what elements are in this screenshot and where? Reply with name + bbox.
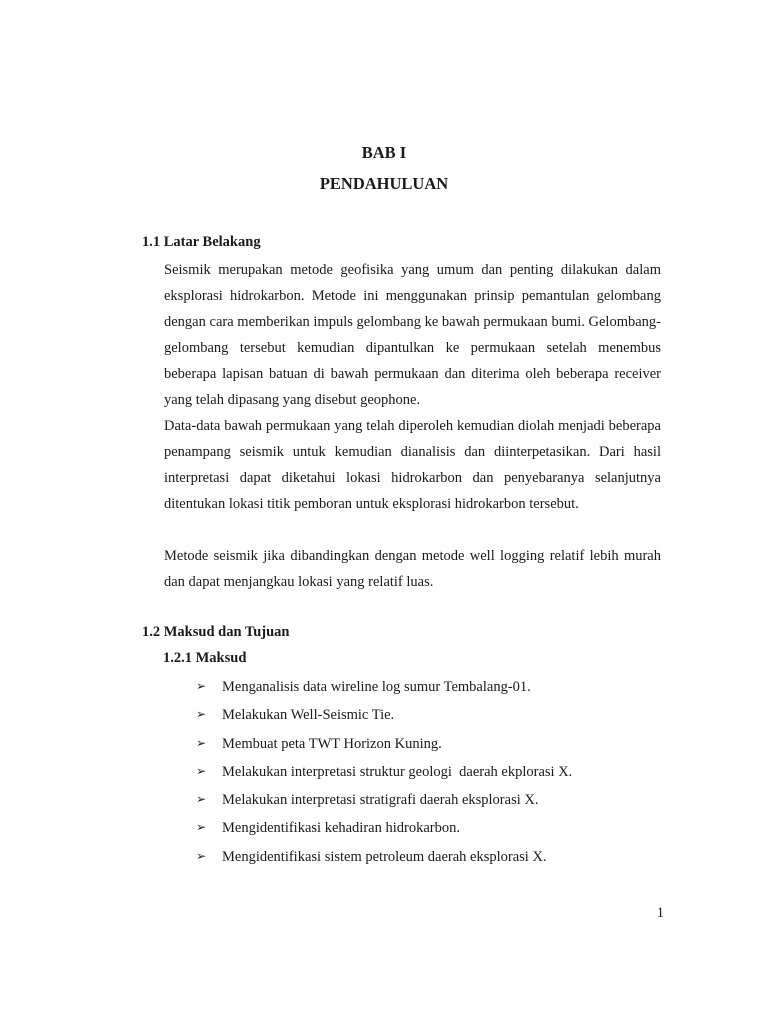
section-heading-latar-belakang: 1.1 Latar Belakang	[142, 234, 261, 250]
section-heading-maksud-tujuan: 1.2 Maksud dan Tujuan	[142, 624, 290, 640]
arrowhead-bullet-icon: ➢	[196, 707, 207, 722]
list-item	[196, 816, 656, 844]
list-item-text: Membuat peta TWT Horizon Kuning.	[222, 735, 442, 752]
subsection-heading-maksud: 1.2.1 Maksud	[163, 650, 247, 666]
list-item-text: Mengidentifikasi sistem petroleum daerah eksplorasi X.	[222, 848, 547, 865]
paragraph-seismik-intro: Seismik merupakan metode geofisika yang umum dan penting dilakukan dalam eksplorasi hidrokarbon. Metode ini menggunakan prinsip pemantulan gelombang dengan cara memberikan impuls gelombang ke bawah permukaan bumi. Gelombang-gelombang tersebut kemudian dipantulkan ke permukaan setelah menembus beberapa lapisan batuan di bawah permukaan dan diterima oleh beberapa receiver yang telah dipasang yang disebut geophone.	[164, 262, 661, 408]
list-item-text: Melakukan interpretasi struktur geologi daerah ekplorasi X.	[222, 763, 573, 780]
chapter-number: BAB I	[361, 143, 407, 162]
list-item-text: Mengidentifikasi kehadiran hidrokarbon.	[222, 820, 460, 837]
list-item	[196, 788, 656, 816]
page-number: 1	[656, 905, 664, 921]
paragraph-perbandingan-metode: Metode seismik jika dibandingkan dengan metode well logging relatif lebih murah dan dapat menjangkau lokasi yang relatif luas.	[164, 548, 661, 590]
arrowhead-bullet-icon: ➢	[196, 792, 207, 807]
list-item	[196, 760, 656, 788]
list-item	[196, 703, 656, 731]
arrowhead-bullet-icon: ➢	[196, 820, 207, 835]
arrowhead-bullet-icon: ➢	[196, 735, 207, 750]
list-item-text: Melakukan interpretasi stratigrafi daerah eksplorasi X.	[222, 792, 539, 809]
arrowhead-bullet-icon: ➢	[196, 848, 207, 863]
list-item	[196, 845, 656, 873]
chapter-title: PENDAHULUAN	[319, 174, 449, 193]
list-item	[196, 732, 656, 760]
arrowhead-bullet-icon: ➢	[196, 763, 207, 778]
list-item-text: Menganalisis data wireline log sumur Tembalang-01.	[222, 679, 531, 695]
arrowhead-bullet-icon: ➢	[196, 679, 207, 693]
maksud-bullet-list	[196, 675, 656, 873]
list-item-text: Melakukan Well-Seismic Tie.	[222, 707, 395, 724]
paragraph-data-interpretasi: Data-data bawah permukaan yang telah diperoleh kemudian diolah menjadi beberapa penampang seismik untuk kemudian dianalisis dan diinterpetasikan. Dari hasil interpretasi dapat diketahui lokasi hidrokarbon dan penyebaranya selanjutnya ditentukan lokasi titik pemboran untuk eksplorasi hidrokarbon tersebut.	[164, 418, 661, 512]
list-item	[196, 675, 656, 703]
